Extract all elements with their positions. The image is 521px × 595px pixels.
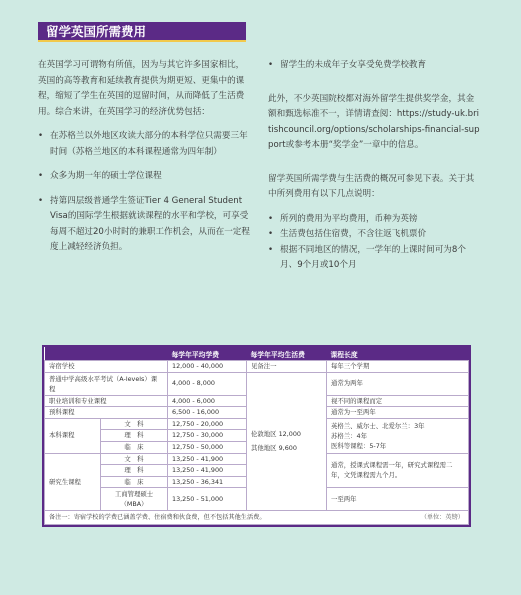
table-note: 备注一：寄宿学校的学费已涵盖学费、住宿费和伙食费，但不包括其他生活费。	[49, 514, 266, 522]
list-item-text: 留学生的未成年子女享受免费学校教育	[280, 60, 427, 70]
header-tuition: 每学年平均学费	[168, 347, 247, 361]
list-item	[38, 129, 250, 160]
bullet-icon: •	[38, 171, 44, 181]
row-label: 预科课程	[45, 407, 168, 419]
right-column	[268, 58, 482, 274]
fees-table	[44, 347, 469, 525]
row-label: 寄宿学校	[45, 361, 168, 373]
bullet-icon: •	[38, 195, 44, 206]
subject-cell: 工商管理硕士（MBA）	[101, 488, 168, 511]
length-cell: 一至两年	[327, 488, 469, 511]
length-cell: 英格兰、威尔士、北爱尔兰：3年 苏格兰：4年 医科等课程：5-7年	[327, 418, 469, 453]
table-intro-paragraph: 留学英国所需学费与生活费的概况可参见下表。关于其中所列费用有以下几点说明：	[268, 173, 475, 199]
row-label: 本科课程	[45, 418, 101, 453]
subject-cell: 理 科	[101, 465, 168, 477]
tuition-cell: 6,500 - 16,000	[168, 407, 247, 419]
list-item-text: 在苏格兰以外地区攻读大部分的本科学位只需要三年时间（苏格兰地区的本科课程通常为四年制）	[50, 131, 248, 157]
living-cell	[247, 372, 327, 511]
list-item	[38, 169, 250, 185]
length-cell: 通常，授课式课程需一年，研究式课程需二年，文凭课程需九个月。	[327, 453, 469, 488]
tuition-cell: 13,250 - 41,900	[168, 453, 247, 465]
length-cell: 通常为两年	[327, 372, 469, 395]
table-row	[45, 372, 469, 395]
list-item	[268, 227, 482, 243]
tuition-cell: 13,250 - 41,900	[168, 465, 247, 477]
table-row	[45, 361, 469, 373]
tuition-cell: 12,000 - 40,000	[168, 361, 247, 373]
list-item	[268, 212, 482, 228]
tuition-cell: 13,250 - 36,341	[168, 476, 247, 488]
row-label: 普通中学高级水平考试（A-levels）课程	[45, 372, 168, 395]
table-header-row	[45, 347, 469, 361]
scholarship-paragraph: 此外，不少英国院校都对海外留学生提供奖学金，其金额和甄选标准不一，详情请查阅：https://study-uk.britishcouncil.org/options/scholarships-financial-support或参考本册“奖学金”一章中的信息。	[268, 93, 480, 150]
tuition-cell: 12,750 - 20,000	[168, 418, 247, 430]
header-length: 课程长度	[327, 347, 469, 361]
subject-cell: 临 床	[101, 476, 168, 488]
length-cell: 每年三个学期	[327, 361, 469, 373]
bullet-icon: •	[268, 229, 274, 239]
bullet-icon: •	[38, 131, 44, 141]
tuition-cell: 12,750 - 30,000	[168, 430, 247, 442]
list-item-text: 所列的费用为平均费用，币种为英镑	[280, 213, 418, 224]
subject-cell: 文 科	[101, 453, 168, 465]
tuition-cell: 4,000 - 8,000	[168, 372, 247, 395]
tuition-cell: 12,750 - 50,000	[168, 441, 247, 453]
list-item-text: 众多为期一年的硕士学位课程	[50, 171, 162, 181]
header-living: 每学年平均生活费	[247, 347, 327, 361]
unit-label: （单位：英镑）	[420, 514, 464, 522]
intro-paragraph: 在英国学习可谓物有所值，因为与其它许多国家相比，英国的高等教育和延续教育提供为期更短、更集中的课程，缩短了学生在英国的逗留时间，从而降低了生活费用。综合来讲，在英国学习的经济优势包括：	[38, 60, 245, 117]
row-label: 研究生课程	[45, 453, 101, 511]
subject-cell: 临 床	[101, 441, 168, 453]
living-cell: 见备注一	[247, 361, 327, 373]
subject-cell: 理 科	[101, 430, 168, 442]
list-item-text: 持第四层级普通学生签证Tier 4 General Student Visa的国际学生根据就读课程的水平和学校，可享受每周不超过20小时时的兼职工作机会，从而在一定程度上减轻经济负担。	[50, 195, 250, 252]
length-cell: 通常为一至两年	[327, 407, 469, 419]
bullet-icon: •	[268, 244, 274, 255]
subject-cell: 文 科	[101, 418, 168, 430]
list-item-text: 生活费包括住宿费，不含往返飞机票价	[280, 229, 427, 239]
living-london: 伦敦地区 12,000	[251, 430, 301, 439]
row-label: 职业培训和专业课程	[45, 395, 168, 407]
list-item	[268, 58, 482, 74]
tuition-cell: 4,000 - 6,000	[168, 395, 247, 407]
length-cell: 视不同的课程而定	[327, 395, 469, 407]
bullet-icon: •	[268, 60, 274, 70]
tuition-cell: 13,250 - 51,000	[168, 488, 247, 511]
section-title: 留学英国所需费用	[38, 22, 246, 42]
living-other: 其他地区 9,600	[251, 444, 297, 453]
list-item	[268, 243, 482, 274]
bullet-icon: •	[268, 213, 274, 224]
left-column	[38, 58, 250, 265]
list-item	[38, 194, 250, 256]
table-note-row	[45, 511, 469, 525]
list-item-text: 根据不同地区的情况，一学年的上课时间可为8个月、9个月或10个月	[280, 244, 466, 270]
